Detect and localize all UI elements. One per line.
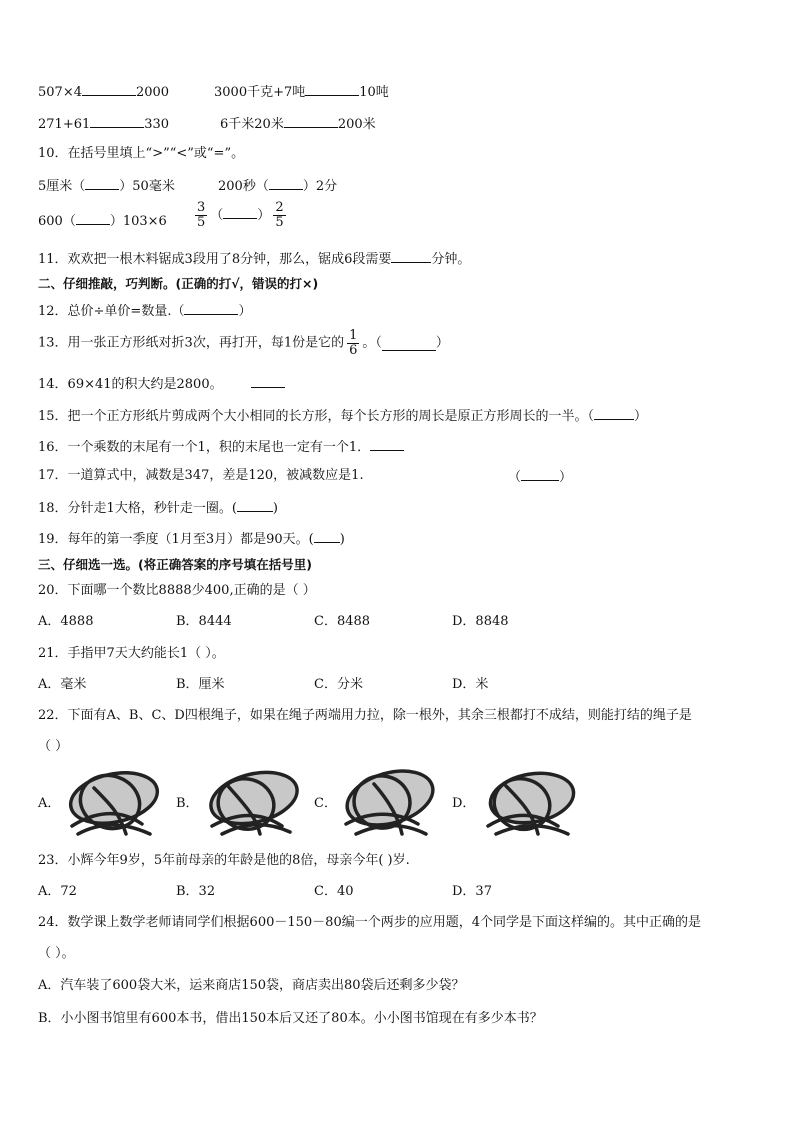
answer-blank[interactable] bbox=[305, 82, 359, 96]
q14 bbox=[38, 374, 285, 394]
q10-title: 10．在括号里填上“>”“<”或“=”。 bbox=[38, 146, 245, 161]
q24-option-a[interactable]: A．汽车装了600袋大米，运来商店150袋，商店卖出80袋后还剩多少袋？ bbox=[38, 978, 465, 993]
q14-text: 14．69×41的积大约是2800。 bbox=[38, 377, 223, 392]
rope-knot-image-a[interactable] bbox=[64, 768, 164, 840]
q10-text: 600（ bbox=[38, 214, 76, 229]
q10-row1a bbox=[38, 176, 175, 196]
q11-text: 分钟。 bbox=[431, 252, 471, 267]
q11 bbox=[38, 249, 470, 269]
q22-option-a[interactable]: A． bbox=[38, 796, 61, 811]
fraction-numerator: 1 bbox=[349, 328, 358, 343]
answer-blank[interactable] bbox=[251, 374, 285, 388]
q15-text: ） bbox=[634, 409, 648, 424]
q10-row1b bbox=[218, 176, 337, 196]
q19-text: 19．每年的第一季度（1月至3月）都是90天。( bbox=[38, 532, 314, 547]
compare-right: 200米 bbox=[337, 117, 376, 132]
q22-option-b[interactable]: B． bbox=[176, 796, 199, 811]
answer-blank[interactable] bbox=[521, 467, 559, 481]
q23-option-a[interactable]: A．72 bbox=[38, 884, 77, 899]
rope-knot-image-d[interactable] bbox=[478, 768, 578, 840]
answer-blank[interactable] bbox=[314, 529, 340, 543]
q24-paren: （ ）。 bbox=[38, 946, 75, 961]
q12 bbox=[38, 301, 251, 321]
compare-row-2b bbox=[220, 114, 376, 134]
answer-blank[interactable] bbox=[90, 114, 144, 128]
q10-text: 5厘米（ bbox=[38, 179, 86, 194]
q10-text: ）2分 bbox=[302, 179, 338, 194]
answer-blank[interactable] bbox=[594, 406, 634, 420]
q23-option-d[interactable]: D．37 bbox=[452, 884, 492, 899]
q23-option-b[interactable]: B．32 bbox=[176, 884, 216, 899]
q21-option-a[interactable]: A．毫米 bbox=[38, 677, 87, 692]
answer-blank[interactable] bbox=[82, 82, 136, 96]
q17-text: 17．一道算式中，减数是347，差是120，被减数应是1. bbox=[38, 468, 364, 483]
answer-blank[interactable] bbox=[76, 211, 110, 225]
q18-text: ) bbox=[272, 501, 278, 516]
fraction bbox=[273, 201, 285, 230]
answer-blank[interactable] bbox=[223, 205, 257, 219]
section-heading-3: 三、仔细选一选。(将正确答案的序号填在括号里) bbox=[38, 557, 312, 572]
answer-blank[interactable] bbox=[85, 176, 119, 190]
rope-knot-image-b[interactable] bbox=[202, 768, 302, 840]
q16 bbox=[38, 437, 404, 457]
fraction-numerator: 3 bbox=[197, 200, 206, 215]
answer-blank[interactable] bbox=[237, 498, 273, 512]
q15-text: 15．把一个正方形纸片剪成两个大小相同的长方形，每个长方形的周长是原正方形周长的一半。（ bbox=[38, 409, 595, 424]
fraction-numerator: 2 bbox=[275, 200, 284, 215]
fraction-denominator: 5 bbox=[197, 215, 206, 230]
compare-left: 3000千克+7吨 bbox=[214, 85, 306, 100]
section-heading-2: 二、仔细推敲，巧判断。(正确的打√，错误的打×) bbox=[38, 276, 319, 291]
q13-text: ） bbox=[435, 335, 449, 351]
compare-row-2 bbox=[38, 114, 169, 134]
answer-blank[interactable] bbox=[184, 301, 238, 315]
q20-option-c[interactable]: C．8488 bbox=[314, 614, 371, 629]
q10-text: 200秒（ bbox=[218, 179, 269, 194]
q22-paren: （ ） bbox=[38, 739, 69, 754]
compare-left: 271+61 bbox=[38, 117, 91, 132]
q22-option-d[interactable]: D． bbox=[452, 796, 476, 811]
q19 bbox=[38, 529, 345, 549]
q10-text: ） bbox=[257, 208, 271, 223]
compare-row-1 bbox=[38, 82, 169, 102]
q17 bbox=[38, 467, 364, 485]
compare-right: 2000 bbox=[135, 85, 170, 100]
q22-option-c[interactable]: C． bbox=[314, 796, 337, 811]
answer-blank[interactable] bbox=[370, 437, 404, 451]
q20-option-d[interactable]: D．8848 bbox=[452, 614, 509, 629]
q12-text: ） bbox=[238, 304, 252, 319]
q10-row2a bbox=[38, 211, 167, 231]
answer-blank[interactable] bbox=[284, 114, 338, 128]
q21-option-b[interactable]: B．厘米 bbox=[176, 677, 225, 692]
q17-text: ） bbox=[559, 470, 573, 485]
answer-blank[interactable] bbox=[269, 176, 303, 190]
answer-blank[interactable] bbox=[391, 249, 431, 263]
compare-right: 10吨 bbox=[359, 85, 389, 100]
q24-option-b[interactable]: B．小小图书馆里有600本书，借出150本后又还了80本。小小图书馆现在有多少本书？ bbox=[38, 1011, 543, 1026]
q22: 22．下面有A、B、C、D四根绳子，如果在绳子两端用力拉，除一根外，其余三根都打不成结，则能打结的绳子是 bbox=[38, 708, 692, 723]
q10-row2-fractions bbox=[192, 201, 289, 230]
compare-left: 6千米20米 bbox=[220, 117, 284, 132]
q20: 20．下面哪一个数比8888少400,正确的是（ ） bbox=[38, 583, 316, 598]
q21: 21．手指甲7天大约能长1（ ）。 bbox=[38, 646, 225, 661]
q12-text: 12．总价÷单价=数量.（ bbox=[38, 304, 185, 319]
q20-option-a[interactable]: A．4888 bbox=[38, 614, 94, 629]
q10-text: ）50毫米 bbox=[119, 179, 175, 194]
q13-text: 。（ bbox=[362, 335, 382, 351]
q16-text: 16．一个乘数的末尾有一个1，积的末尾也一定有一个1． bbox=[38, 440, 371, 455]
fraction-denominator: 5 bbox=[275, 215, 284, 230]
q18 bbox=[38, 498, 278, 518]
q11-text: 11．欢欢把一根木料锯成3段用了8分钟，那么，锯成6段需要 bbox=[38, 252, 392, 267]
q17-text: （ bbox=[508, 470, 522, 485]
q13 bbox=[38, 329, 449, 358]
q19-text: ) bbox=[339, 532, 345, 547]
q23: 23．小辉今年9岁，5年前母亲的年龄是他的8倍，母亲今年( )岁. bbox=[38, 853, 410, 868]
q24: 24．数学课上数学老师请同学们根据600－150－80编一个两步的应用题，4个同学是下面这样编的。其中正确的是 bbox=[38, 915, 701, 930]
fraction bbox=[195, 201, 207, 230]
q15 bbox=[38, 406, 647, 426]
rope-knot-image-c[interactable] bbox=[340, 768, 440, 840]
q18-text: 18．分针走1大格，秒针走一圈。( bbox=[38, 501, 237, 516]
q21-option-d[interactable]: D．米 bbox=[452, 677, 489, 692]
fraction bbox=[347, 329, 359, 358]
compare-right: 330 bbox=[144, 117, 170, 132]
q20-option-b[interactable]: B．8444 bbox=[176, 614, 232, 629]
fraction-denominator: 6 bbox=[349, 343, 358, 358]
q23-option-c[interactable]: C．40 bbox=[314, 884, 354, 899]
q17-paren bbox=[508, 467, 572, 487]
q21-option-c[interactable]: C．分米 bbox=[314, 677, 363, 692]
compare-row-1b bbox=[214, 82, 389, 102]
q10-text: ）103×6 bbox=[109, 214, 167, 229]
q10-text: （ bbox=[210, 208, 224, 223]
q13-text: 13．用一张正方形纸对折3次，再打开，每1份是它的 bbox=[38, 335, 345, 351]
compare-left: 507×4 bbox=[38, 85, 82, 100]
answer-blank[interactable] bbox=[382, 337, 436, 351]
